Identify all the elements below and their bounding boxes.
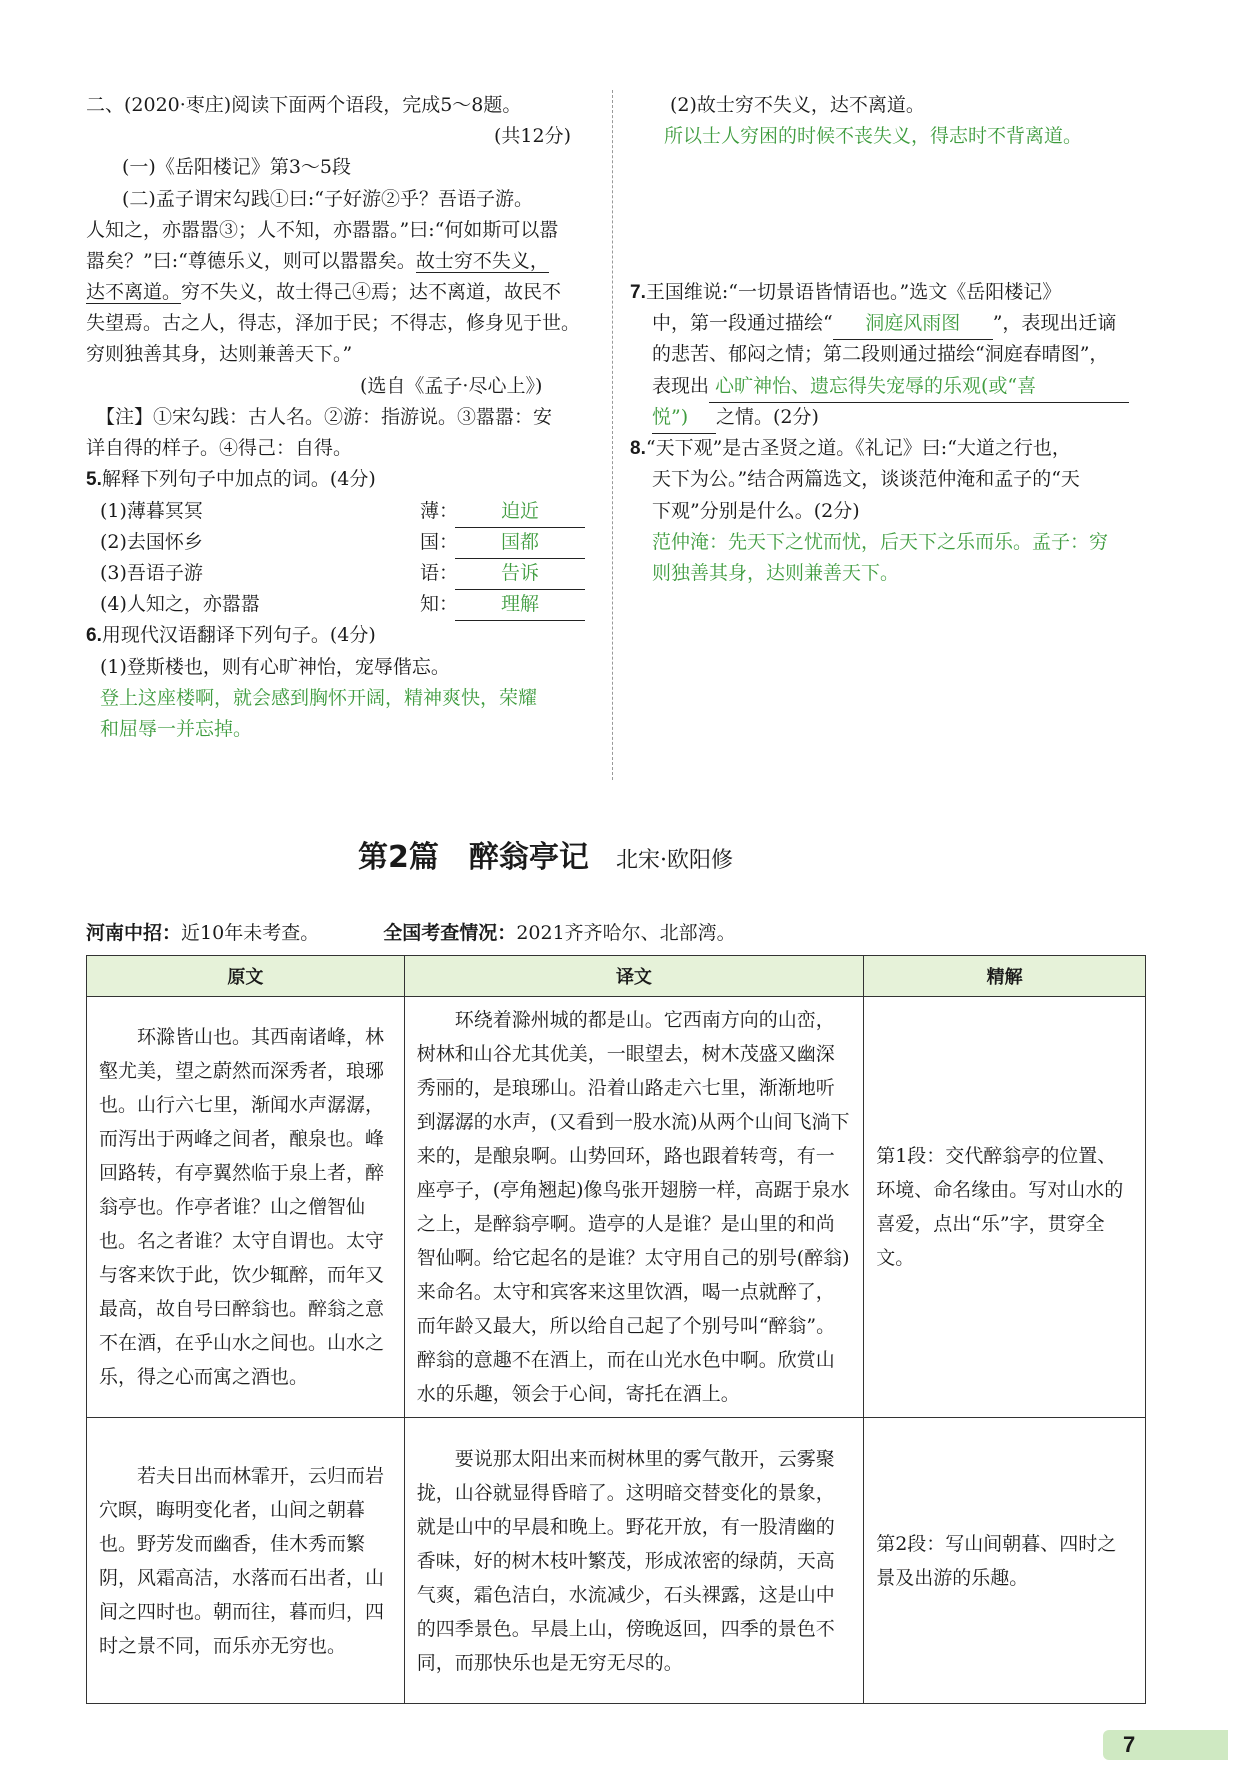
passage-two-line: 穷则独善其身，达则兼善天下。” [86,343,353,365]
passage-one-ref: (一)《岳阳楼记》第3～5段 [122,156,352,178]
q5-item: (3)吾语子游 语： 告诉 [100,558,600,589]
question-6-answer-2: 所以士人穷困的时候不丧失义，得志时不背离道。 [664,125,1083,147]
question-5-items [100,496,600,620]
question-6-answer: 登上这座楼啊，就会感到胸怀开阔，精神爽快，荣耀 [100,687,538,709]
answer-blank[interactable]: 理解 [455,589,585,621]
column-divider [612,90,613,780]
question-8: 8.“天下观”是古圣贤之道。《礼记》曰:“大道之行也， [630,437,1071,459]
passage-two-line: 失望焉。古之人，得志，泽加于民；不得志，修身见于世。 [86,312,581,334]
question-7-line: 的悲苦、郁闷之情；第二段则通过描绘“洞庭春晴图”， [652,343,1109,365]
note-line: 【注】①宋勾践：古人名。②游：指游说。③嚣嚣：安 [96,406,553,428]
translation-text: 要说那太阳出来而树林里的雾气散开，云雾聚拢，山谷就显得昏暗了。这明暗交替变化的景象，就是山中的早晨和晚上。野花开放，有一股清幽的香味，好的树木枝叶繁茂，形成浓密的绿荫，天高气爽，霜色洁白，水流减少，石头裸露，这是山中的四季景色。早晨上山，傍晚返回，四季的景色不同，而那快乐也是无穷无尽的。 [404,1418,864,1704]
question-7: 7.王国维说:“一切景语皆情语也。”选文《岳阳楼记》 [630,281,1062,303]
original-text: 环滁皆山也。其西南诸峰，林壑尤美，望之蔚然而深秀者，琅琊也。山行六七里，渐闻水声潺潺，而泻出于两峰之间者，酿泉也。峰回路转，有亭翼然临于泉上者，醉翁亭也。作亭者谁？山之僧智仙也。名之者谁？太守自谓也。太守与客来饮于此，饮少辄醉，而年又最高，故自号曰醉翁也。醉翁之意不在酒，在乎山水之间也。山水之乐，得之心而寓之酒也。 [87,997,405,1418]
passage-two-line: 达不离道。穷不失义，故士得己④焉；达不离道，故民不 [86,281,562,303]
page-number: 7 [1123,1732,1136,1757]
answer-blank[interactable]: 洞庭风雨图 [833,308,993,340]
answer-blank[interactable]: 迫近 [455,496,585,528]
page-number-tab [1103,1730,1228,1760]
header-analysis: 精解 [864,956,1146,997]
question-8-answer: 范仲淹：先天下之忧而忧，后天下之乐而乐。孟子：穷 [652,531,1109,553]
analysis-text: 第1段：交代醉翁亭的位置、环境、命名缘由。写对山水的喜爱，点出“乐”字，贯穿全文。 [864,997,1146,1418]
exam-info: 河南中招：近10年未考查。 全国考查情况：2021齐齐哈尔、北部湾。 [86,922,736,944]
translation-table [86,955,1146,1704]
table-row [87,997,1146,1418]
author: 北宋·欧阳修 [615,848,733,873]
question-8-line: 天下为公。”结合两篇选文，谈谈范仲淹和孟子的“天 [652,468,1080,490]
section-title: 第2篇 醉翁亭记 北宋·欧阳修 [358,840,733,875]
passage-two-line: (二)孟子谓宋勾践①曰:“子好游②乎？吾语子游。 [122,188,533,210]
question-5: 5.解释下列句子中加点的词。(4分) [86,468,376,490]
q5-item: (4)人知之，亦嚣嚣 知： 理解 [100,589,600,620]
answer-blank[interactable]: 悦”) [652,402,716,434]
question-7-line: 悦”) 之情。(2分) [652,402,819,434]
passage-source: (选自《孟子·尽心上》) [360,375,543,397]
q5-item: (1)薄暮冥冥 薄： 迫近 [100,496,600,527]
note-line: 详自得的样子。④得己：自得。 [86,437,353,459]
question-7-line: 表现出 心旷神怡、遗忘得失宠辱的乐观(或“喜 [652,371,1129,403]
table-row [87,1418,1146,1704]
header-original: 原文 [87,956,405,997]
header-translation: 译文 [404,956,864,997]
question-6: 6.用现代汉语翻译下列句子。(4分) [86,624,376,646]
passage-two-line: 嚣矣？”曰:“尊德乐义，则可以嚣嚣矣。故士穷不失义， [86,250,549,272]
passage-two-line: 人知之，亦嚣嚣③；人不知，亦嚣嚣。”曰:“何如斯可以嚣 [86,219,559,241]
question-7-line: 中，第一段通过描绘“ 洞庭风雨图 ”，表现出迁谪 [652,308,1116,340]
question-6-answer: 和屈辱一并忘掉。 [100,718,253,740]
underlined-sentence: 故士穷不失义， [415,250,549,272]
answer-blank[interactable]: 告诉 [455,558,585,590]
original-text: 若夫日出而林霏开，云归而岩穴暝，晦明变化者，山间之朝暮也。野芳发而幽香，佳木秀而繁阴，风霜高洁，水落而石出者，山间之四时也。朝而往，暮而归，四时之景不同，而乐亦无穷也。 [87,1418,405,1704]
question-8-answer: 则独善其身，达则兼善天下。 [652,562,900,584]
q5-item: (2)去国怀乡 国： 国都 [100,527,600,558]
question-6-item: (1)登斯楼也，则有心旷神怡，宠辱偕忘。 [100,656,450,678]
question-8-line: 下观”分别是什么。(2分) [652,500,860,522]
question-6-item-2: (2)故士穷不失义，达不离道。 [670,94,925,116]
table-header-row [87,956,1146,997]
underlined-sentence: 达不离道。 [86,281,182,303]
score-total: (共12分) [494,125,572,147]
analysis-text: 第2段：写山间朝暮、四时之景及出游的乐趣。 [864,1418,1146,1704]
translation-text: 环绕着滁州城的都是山。它西南方向的山峦，树林和山谷尤其优美，一眼望去，树木茂盛又幽深秀丽的，是琅琊山。沿着山路走六七里，渐渐地听到潺潺的水声，(又看到一股水流)从两个山间飞淌下来的，是酿泉啊。山势回环，路也跟着转弯，有一座亭子，(亭角翘起)像鸟张开翅膀一样，高踞于泉水之上，是醉翁亭啊。造亭的人是谁？是山里的和尚智仙啊。给它起名的是谁？太守用自己的别号(醉翁)来命名。太守和宾客来这里饮酒，喝一点就醉了，而年龄又最大，所以给自己起了个别号叫“醉翁”。醉翁的意趣不在酒上，而在山光水色中啊。欣赏山水的乐趣，领会于心间，寄托在酒上。 [404,997,864,1418]
answer-blank[interactable]: 心旷神怡、遗忘得失宠辱的乐观(或“喜 [709,371,1129,403]
reading-header: 二、(2020·枣庄)阅读下面两个语段，完成5～8题。 [86,94,522,116]
answer-blank[interactable]: 国都 [455,527,585,559]
